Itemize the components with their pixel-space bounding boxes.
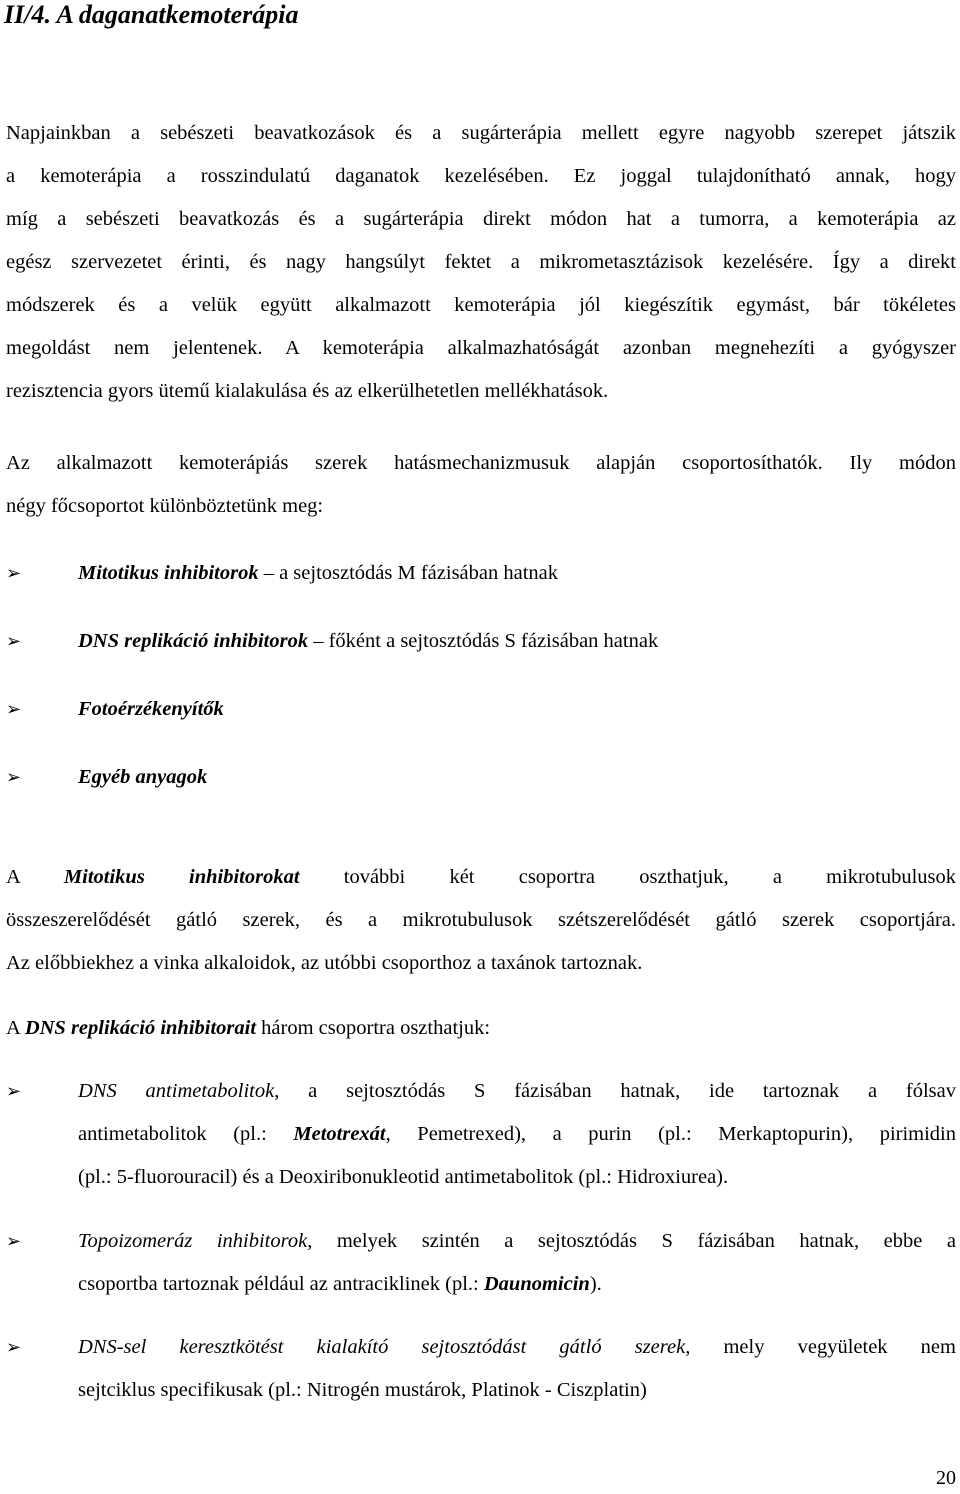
text-line: míg a sebészeti beavatkozás és a sugárterápia direkt módon hat a tumorra, a kemoterápia az bbox=[6, 208, 956, 230]
text-line: megoldást nem jelentenek. A kemoterápia alkalmazhatóságát azonban megnehezíti a gyógyszer bbox=[6, 337, 956, 359]
arrow-bullet-icon: ➢ bbox=[6, 1081, 22, 1102]
group-description: – a sejtosztódás M fázisában hatnak bbox=[258, 562, 559, 584]
groups-intro-paragraph bbox=[6, 442, 956, 528]
page-number: 20 bbox=[936, 1467, 956, 1489]
text-line: DNS-sel keresztkötést kialakító sejtosztódást gátló szerek, mely vegyületek nem bbox=[78, 1336, 956, 1358]
text-line: a kemoterápia a rosszindulatú daganatok kezelésében. Ez joggal tulajdonítható annak, hogy bbox=[6, 165, 956, 187]
mitotic-term: Mitotikus inhibitorokat bbox=[63, 866, 300, 888]
group-term: DNS replikáció inhibitorok bbox=[78, 630, 309, 652]
text-line: Az alkalmazott kemoterápiás szerek hatásmechanizmusuk alapján csoportosíthatók. Ily módon bbox=[6, 452, 956, 474]
text-line: Az előbbiekhez a vinka alkaloidok, az utóbbi csoporthoz a taxánok tartoznak. bbox=[6, 952, 643, 974]
section-heading: II/4. A daganatkemoterápia bbox=[4, 0, 299, 29]
text-line: módszerek és a velük együtt alkalmazott kemoterápia jól kiegészítik egymást, bár tökéletes bbox=[6, 294, 956, 316]
text-line: sejtciklus specifikusak (pl.: Nitrogén mustárok, Platinok - Ciszplatin) bbox=[78, 1379, 647, 1401]
text-line: csoportba tartoznak például az antraciklinek (pl.: Daunomicin). bbox=[78, 1273, 602, 1295]
arrow-bullet-icon: ➢ bbox=[6, 563, 22, 584]
text-line: Topoizomeráz inhibitorok, melyek szintén a sejtosztódás S fázisában hatnak, ebbe a bbox=[78, 1230, 956, 1252]
arrow-bullet-icon: ➢ bbox=[6, 767, 22, 788]
text-line: összeszerelődését gátló szerek, és a mikrotubulusok szétszerelődését gátló szerek csoportjára. bbox=[6, 909, 956, 931]
text-line: rezisztencia gyors ütemű kialakulása és az elkerülhetetlen mellékhatások. bbox=[6, 380, 609, 402]
drug-name: Metotrexát bbox=[293, 1123, 386, 1145]
text-line: négy főcsoportot különböztetünk meg: bbox=[6, 495, 324, 517]
arrow-bullet-icon: ➢ bbox=[6, 1231, 22, 1252]
text-line: egész szervezetet érinti, és nagy hangsúlyt fektet a mikrometasztázisok kezelésére. Így a direkt bbox=[6, 251, 956, 273]
text-line: (pl.: 5-fluorouracil) és a Deoxiribonukleotid antimetabolitok (pl.: Hidroxiurea). bbox=[78, 1166, 729, 1188]
text-line: A DNS replikáció inhibitorait három csoportra oszthatjuk: bbox=[6, 1017, 491, 1039]
text-line: A Mitotikus inhibitorokat további két csoportra oszthatjuk, a mikrotubulusok bbox=[6, 866, 956, 888]
group-term: Mitotikus inhibitorok bbox=[78, 562, 259, 584]
mitotic-paragraph bbox=[6, 856, 956, 985]
group-term: Egyéb anyagok bbox=[78, 766, 208, 788]
group-term: Fotoérzékenyítők bbox=[78, 698, 224, 720]
dns-intro-paragraph bbox=[6, 1007, 956, 1050]
group-description: – főként a sejtosztódás S fázisában hatnak bbox=[308, 630, 659, 652]
text-line: antimetabolitok (pl.: Metotrexát, Pemetrexed), a purin (pl.: Merkaptopurin), pirimidin bbox=[78, 1123, 956, 1145]
drug-name: Daunomicin bbox=[483, 1273, 590, 1295]
text-line: DNS antimetabolitok, a sejtosztódás S fázisában hatnak, ide tartoznak a fólsav bbox=[78, 1080, 956, 1102]
arrow-bullet-icon: ➢ bbox=[6, 1337, 22, 1358]
text-line: Napjainkban a sebészeti beavatkozások és a sugárterápia mellett egyre nagyobb szerepet játszik bbox=[6, 122, 956, 144]
arrow-bullet-icon: ➢ bbox=[6, 699, 22, 720]
intro-paragraph bbox=[6, 112, 956, 413]
arrow-bullet-icon: ➢ bbox=[6, 631, 22, 652]
dns-term: DNS replikáció inhibitorait bbox=[24, 1017, 257, 1039]
